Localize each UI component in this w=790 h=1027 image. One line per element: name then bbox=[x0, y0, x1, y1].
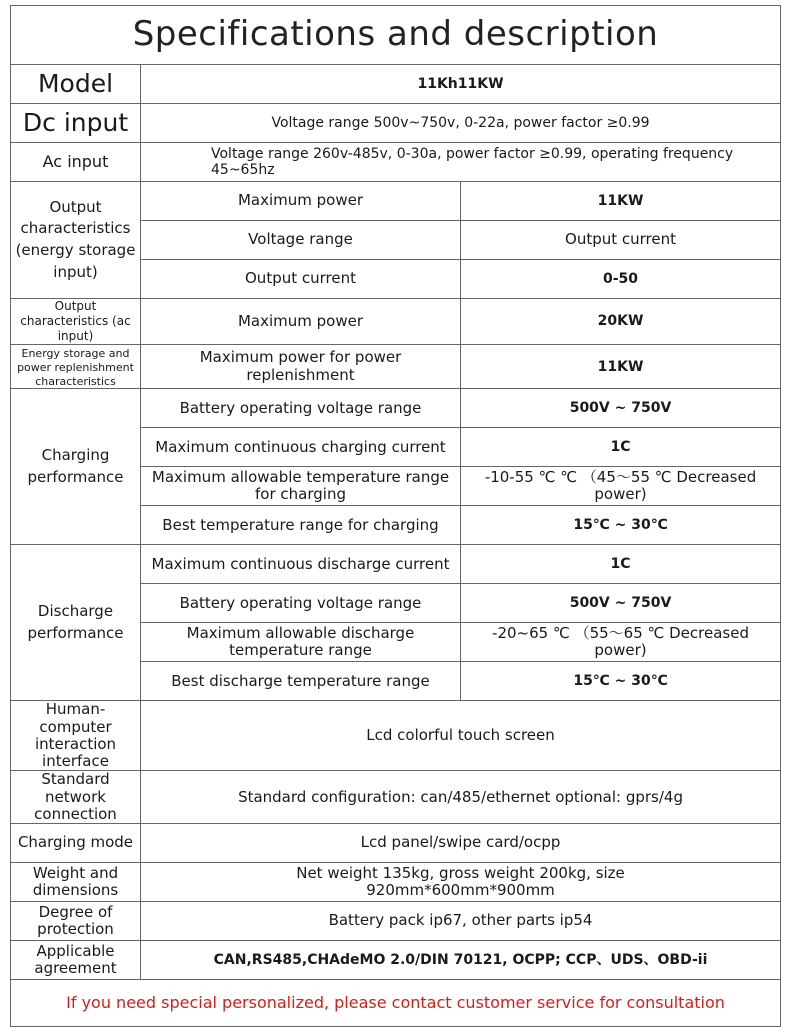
discharge-value-4: 15℃ ~ 30℃ bbox=[461, 662, 781, 701]
hmi-label: Human-computer interaction interface bbox=[11, 701, 141, 771]
replenishment-label: Energy storage and power replenishment characteristics bbox=[11, 345, 141, 389]
network-label: Standard network connection bbox=[11, 771, 141, 824]
model-label: Model bbox=[11, 65, 141, 104]
charging-value-4: 15℃ ~ 30℃ bbox=[461, 506, 781, 545]
charging-label: Charging performance bbox=[11, 389, 141, 545]
output-energy-name-3: Output current bbox=[141, 260, 461, 299]
weight-label: Weight and dimensions bbox=[11, 863, 141, 902]
dc-input-label: Dc input bbox=[11, 104, 141, 143]
discharge-label: Discharge performance bbox=[11, 545, 141, 701]
spec-table bbox=[10, 5, 781, 1027]
charging-name-3: Maximum allowable temperature range for charging bbox=[141, 467, 461, 506]
charging-mode-label: Charging mode bbox=[11, 824, 141, 863]
protection-value: Battery pack ip67, other parts ip54 bbox=[141, 902, 781, 941]
charging-value-2: 1C bbox=[461, 428, 781, 467]
output-energy-value-2: Output current bbox=[461, 221, 781, 260]
output-ac-name: Maximum power bbox=[141, 299, 461, 345]
protection-label: Degree of protection bbox=[11, 902, 141, 941]
dc-input-value: Voltage range 500v~750v, 0-22a, power factor ≥0.99 bbox=[141, 104, 781, 143]
agreement-label: Applicable agreement bbox=[11, 941, 141, 980]
output-energy-name-2: Voltage range bbox=[141, 221, 461, 260]
discharge-name-1: Maximum continuous discharge current bbox=[141, 545, 461, 584]
discharge-value-1: 1C bbox=[461, 545, 781, 584]
charging-mode-value: Lcd panel/swipe card/ocpp bbox=[141, 824, 781, 863]
ac-input-label: Ac input bbox=[11, 143, 141, 182]
page-title: Specifications and description bbox=[11, 6, 781, 65]
charging-name-1: Battery operating voltage range bbox=[141, 389, 461, 428]
charging-value-1: 500V ~ 750V bbox=[461, 389, 781, 428]
discharge-value-3: -20~65 ℃ （55～65 ℃ Decreased power) bbox=[461, 623, 781, 662]
output-energy-name-1: Maximum power bbox=[141, 182, 461, 221]
output-ac-label: Output characteristics (ac input) bbox=[11, 299, 141, 345]
replenishment-name: Maximum power for power replenishment bbox=[141, 345, 461, 389]
output-energy-value-1: 11KW bbox=[461, 182, 781, 221]
output-ac-value: 20KW bbox=[461, 299, 781, 345]
footer-note: If you need special personalized, please contact customer service for consultation bbox=[11, 980, 781, 1027]
weight-value: Net weight 135kg, gross weight 200kg, size 920mm*600mm*900mm bbox=[141, 863, 781, 902]
discharge-name-3: Maximum allowable discharge temperature range bbox=[141, 623, 461, 662]
charging-name-4: Best temperature range for charging bbox=[141, 506, 461, 545]
discharge-name-4: Best discharge temperature range bbox=[141, 662, 461, 701]
model-value: 11Kh11KW bbox=[141, 65, 781, 104]
agreement-value: CAN,RS485,CHAdeMO 2.0/DIN 70121, OCPP; CCP、UDS、OBD-ii bbox=[141, 941, 781, 980]
ac-input-value: Voltage range 260v-485v, 0-30a, power factor ≥0.99, operating frequency 45~65hz bbox=[141, 143, 781, 182]
output-energy-label: Output characteristics (energy storage input) bbox=[11, 182, 141, 299]
discharge-name-2: Battery operating voltage range bbox=[141, 584, 461, 623]
charging-name-2: Maximum continuous charging current bbox=[141, 428, 461, 467]
discharge-value-2: 500V ~ 750V bbox=[461, 584, 781, 623]
hmi-value: Lcd colorful touch screen bbox=[141, 701, 781, 771]
output-energy-value-3: 0-50 bbox=[461, 260, 781, 299]
replenishment-value: 11KW bbox=[461, 345, 781, 389]
network-value: Standard configuration: can/485/ethernet optional: gprs/4g bbox=[141, 771, 781, 824]
charging-value-3: -10-55 ℃ ℃ （45～55 ℃ Decreased power) bbox=[461, 467, 781, 506]
